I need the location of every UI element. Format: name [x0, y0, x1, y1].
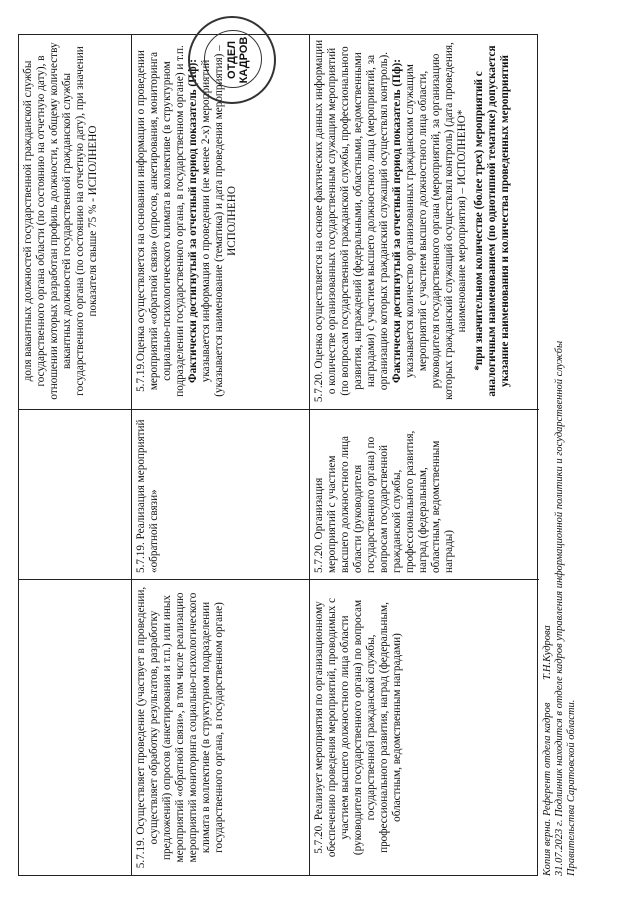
- cell-indicator-continuation: доля вакантных должностей государственной гражданской службы государственного органа области (по состоянию на отчетную дату), в отношении которых разработан профиль должности, к общему количеству вакантных должностей государственной гражданской службы государственного органа (по состоянию на отчетную дату), при значении показателя свыше 75 % - ИСПОЛНЕНО: [22, 42, 99, 400]
- evaluation-text: 5.7.19.Оценка осуществляется на основании информации о проведении мероприятий «обратной связи» (опросов, анкетирования, мониторинга социально-психологического климата в коллективе (в структурном подразделении государственного органа, в государственном органе) и т.п.: [135, 45, 186, 397]
- stamp-text: ОТДЕЛ КАДРОВ: [226, 36, 250, 84]
- indicator-text: указывается информация о проведении (не менее 2-х) мероприятий (указывается наименование (тематика) и дата проведения мероприятия) – ИСПОЛНЕНО: [200, 45, 238, 397]
- indicator-text: указывается количество организованных гражданским служащим мероприятий с участием высшего должностного лица области, руководителя государственного органа (мероприятий, за организацию которых гражданский служащий осуществлял контроль) (дата проведения, наименование мероприятия) – ИСПОЛНЕНО*: [404, 42, 468, 400]
- cell-evaluation-5-7-20: [310, 33, 539, 409]
- stamp-seal: [188, 16, 276, 104]
- certification-footer: [542, 34, 578, 876]
- footer-line-1: [542, 34, 554, 876]
- document-table: [18, 34, 538, 876]
- table-row-continuation: [19, 35, 131, 875]
- footer-line-2: 31.07.2023 г. Подлинник находится в отделе кадров управления информационной политики и государственной службы: [554, 340, 565, 876]
- signature-name: Т.Н.Кудрова: [542, 625, 553, 680]
- footer-text-1: Копия верна. Референт отдела кадров: [542, 702, 553, 876]
- cell-empty-2: [19, 409, 131, 579]
- cell-measure-5-7-20: 5.7.20. Организация мероприятий с участием высшего должностного лица области (руководителя государственного органа) по вопросам государственной гражданской службы, профессионального развития, наград (федеральным, областным, ведомственным награды): [310, 409, 539, 579]
- footer-line-3: Правительства Саратовской области.: [566, 699, 577, 876]
- indicator-heading: Фактически достигнутый за отчетный период показатель: [391, 89, 403, 384]
- cell-measure-5-7-19: 5.7.19. Реализация мероприятий «обратной связи»: [132, 409, 309, 579]
- table-row-5-7-20: [309, 35, 539, 875]
- table-row-5-7-19: [131, 35, 309, 875]
- cell-duty-5-7-19: 5.7.19. Осуществляет проведение (участвует в проведении, осуществляет обработку результатов, разработку предложений) опросов (анкетирования и т.п.) или иных мероприятий «обратной связи», в том числе реализацию мероприятий мониторинга социально-психологического климата в коллективе (в структурном подразделении государственного органа, в государственном органе): [132, 579, 309, 875]
- cell-empty-1: [19, 579, 131, 875]
- pf-label: (Пф):: [187, 58, 199, 87]
- pf-label: (Пф):: [391, 58, 403, 87]
- evaluation-text: 5.7.20. Оценка осуществляется на основе фактических данных информации о количестве организованных государственным служащим мероприятий (по вопросам государственной гражданской службы, профессионального развития, награждений (федеральными, областными, ведомственными наградами) с участием высшего должностного лица (мероприятий, за организацию которых гражданский служащий осуществлял контроль).: [313, 39, 390, 403]
- cell-duty-5-7-20: 5.7.20. Реализует мероприятия по организационному обеспечению проведения мероприятий, проводимых с участием высшего должностного лица области (руководителя государственного органа) по вопросам государственной гражданской службы, профессионального развития, наград (федеральным, областным, ведомственным наградами): [310, 579, 539, 875]
- indicator-heading: Фактически достигнутый за отчетный период показатель: [187, 89, 199, 384]
- footnote-note: *при значительном количестве (более трех) мероприятий с аналогичным наименованием (по однотипной тематике) допускается указание наименования и количества проведенных мероприятий: [473, 45, 511, 397]
